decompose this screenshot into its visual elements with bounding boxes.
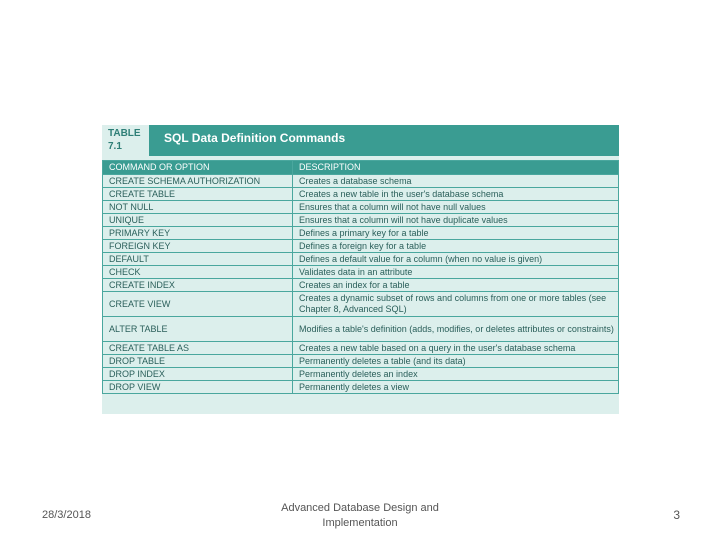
table-row xyxy=(103,201,619,214)
description-cell: Creates an index for a table xyxy=(293,279,619,292)
description-cell: Creates a database schema xyxy=(293,175,619,188)
description-cell: Defines a default value for a column (when no value is given) xyxy=(293,253,619,266)
footer-title: Advanced Database Design and Implementation xyxy=(281,502,439,529)
table-tag-label: TABLE xyxy=(108,128,141,139)
page-number: 3 xyxy=(673,508,680,522)
command-cell: FOREIGN KEY xyxy=(103,240,293,253)
column-header-description: DESCRIPTION xyxy=(293,161,619,175)
description-cell: Ensures that a column will not have null values xyxy=(293,201,619,214)
command-cell: CREATE INDEX xyxy=(103,279,293,292)
command-cell: CREATE TABLE AS xyxy=(103,342,293,355)
description-cell: Permanently deletes an index xyxy=(293,368,619,381)
description-cell: Creates a new table based on a query in the user's database schema xyxy=(293,342,619,355)
table-title-bar xyxy=(102,125,619,156)
description-cell: Defines a primary key for a table xyxy=(293,227,619,240)
description-cell: Defines a foreign key for a table xyxy=(293,240,619,253)
table-row xyxy=(103,355,619,368)
table-row xyxy=(103,227,619,240)
table-figure xyxy=(102,125,619,414)
command-cell: CREATE SCHEMA AUTHORIZATION xyxy=(103,175,293,188)
table-row xyxy=(103,381,619,394)
command-cell: DROP VIEW xyxy=(103,381,293,394)
column-header-command: COMMAND OR OPTION xyxy=(103,161,293,175)
command-cell: PRIMARY KEY xyxy=(103,227,293,240)
command-cell: NOT NULL xyxy=(103,201,293,214)
table-row xyxy=(103,279,619,292)
sql-commands-table xyxy=(102,160,619,394)
description-cell: Ensures that a column will not have duplicate values xyxy=(293,214,619,227)
table-title: SQL Data Definition Commands xyxy=(164,131,346,145)
table-row xyxy=(103,188,619,201)
command-cell: CREATE VIEW xyxy=(103,292,293,317)
table-row xyxy=(103,317,619,342)
table-row xyxy=(103,368,619,381)
command-cell: DROP TABLE xyxy=(103,355,293,368)
footer-date: 28/3/2018 xyxy=(42,509,91,521)
description-cell: Permanently deletes a view xyxy=(293,381,619,394)
table-row xyxy=(103,240,619,253)
description-cell: Permanently deletes a table (and its data) xyxy=(293,355,619,368)
description-cell: Modifies a table's definition (adds, modifies, or deletes attributes or constraints) xyxy=(293,317,619,342)
command-cell: UNIQUE xyxy=(103,214,293,227)
table-number-tag xyxy=(102,125,150,156)
table-header-row xyxy=(103,161,619,175)
command-cell: DROP INDEX xyxy=(103,368,293,381)
command-cell: CHECK xyxy=(103,266,293,279)
command-cell: CREATE TABLE xyxy=(103,188,293,201)
table-row xyxy=(103,266,619,279)
command-cell: DEFAULT xyxy=(103,253,293,266)
description-cell: Creates a dynamic subset of rows and columns from one or more tables (see Chapter 8, Advanced SQL) xyxy=(293,292,619,317)
table-row xyxy=(103,253,619,266)
table-row xyxy=(103,292,619,317)
table-row xyxy=(103,342,619,355)
command-cell: ALTER TABLE xyxy=(103,317,293,342)
table-row xyxy=(103,214,619,227)
description-cell: Creates a new table in the user's database schema xyxy=(293,188,619,201)
table-row xyxy=(103,175,619,188)
description-cell: Validates data in an attribute xyxy=(293,266,619,279)
table-tag-number: 7.1 xyxy=(108,141,122,152)
